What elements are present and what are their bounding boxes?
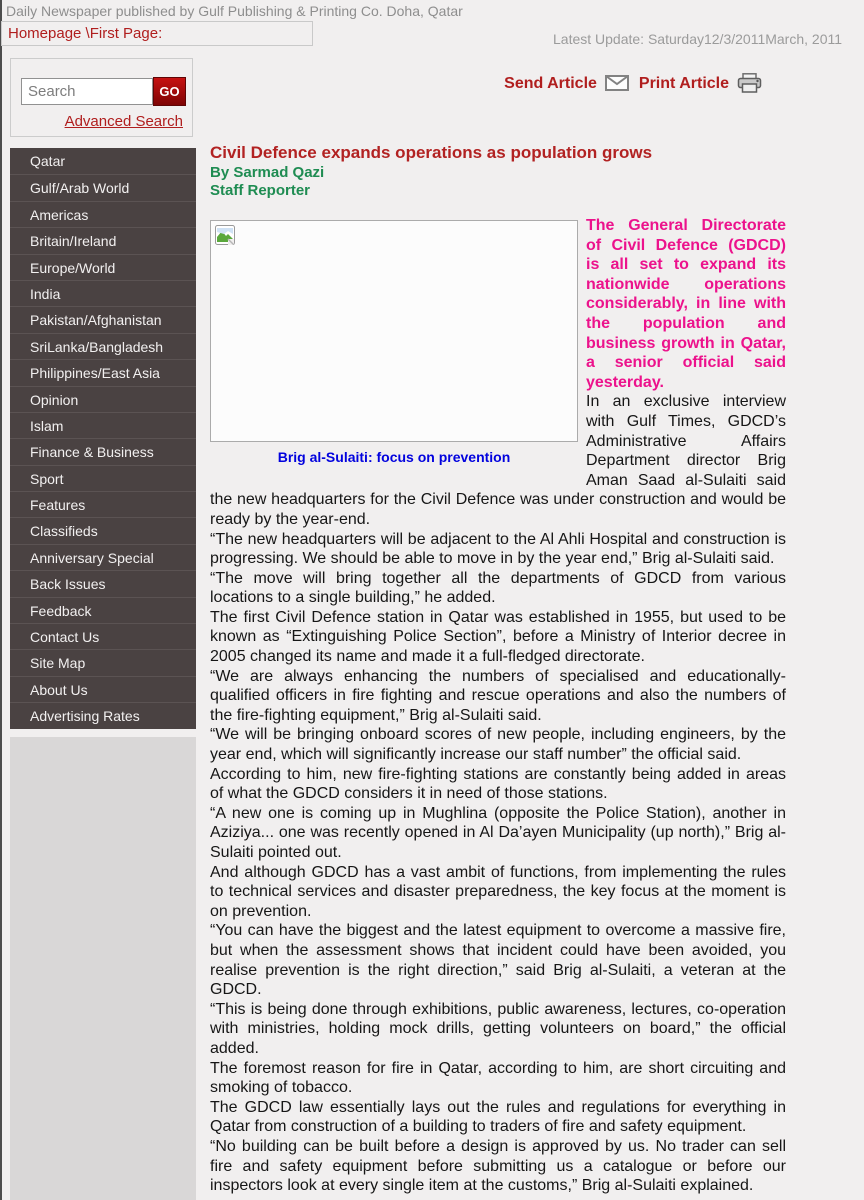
breadcrumb[interactable]: Homepage \First Page: <box>8 25 163 42</box>
article-reporter-role: Staff Reporter <box>210 182 311 199</box>
sidebar-item-feedback[interactable]: Feedback <box>10 597 196 623</box>
sidebar-item-finance-business[interactable]: Finance & Business <box>10 438 196 464</box>
printer-icon[interactable] <box>729 75 772 92</box>
sidebar-item-qatar[interactable]: Qatar <box>30 153 66 169</box>
sidebar-item-britain-ireland[interactable]: Britain/Ireland <box>10 227 196 253</box>
broken-image-icon <box>215 225 235 245</box>
sidebar-item-sport[interactable]: Sport <box>10 465 196 491</box>
sidebar-item-site-map[interactable]: Site Map <box>10 649 196 675</box>
article-photo <box>210 220 578 466</box>
article-byline: By Sarmad Qazi <box>210 164 325 181</box>
sidebar-item-srilanka-bangladesh[interactable]: SriLanka/Bangladesh <box>10 333 196 359</box>
article-paragraph: “You can have the biggest and the latest equipment to overcome a massive fire, but when the assessment shows that incident could have been avoided, you realise prevention is the right direction,” said Brig al-Sulaiti, a veteran at the GDCD. <box>210 922 786 999</box>
sidebar-item-philippines-east-asia[interactable]: Philippines/East Asia <box>10 359 196 385</box>
article-paragraph: “A new one is coming up in Mughlina (opposite the Police Station), another in Aziziya... one was recently opened in Al Da’ayen Municipality (up north),” Brig al-Sulaiti pointed out. <box>210 804 786 861</box>
article-paragraph: According to him, new fire-fighting stations are constantly being added in areas of what the GDCD considers it in need of those stations. <box>210 765 786 803</box>
advanced-search-link[interactable]: Advanced Search <box>64 113 183 130</box>
article-paragraph: “We are always enhancing the numbers of specialised and educationally-qualified officers in fire fighting and rescue operations and also the numbers of the fire-fighting equipment,” Brig al-Sulaiti said. <box>210 667 786 724</box>
article-title: Civil Defence expands operations as population grows <box>210 143 653 162</box>
print-article-link[interactable]: Print Article <box>638 75 729 93</box>
article-paragraph: “The move will bring together all the departments of GDCD from various locations to a single building,” he added. <box>210 569 786 607</box>
sidebar-item-about-us[interactable]: About Us <box>10 676 196 702</box>
article-paragraph: “The new headquarters will be adjacent to the Al Ahli Hospital and construction is progressing. We should be able to move in by the year end,” Brig al-Sulaiti said. <box>210 530 786 568</box>
article-paragraph: In an exclusive interview with Gulf Times, GDCD’s Administrative Affairs Department director Brig Aman Saad al-Sulaiti said the new headquarters for the Civil Defence was under construction and would be ready by the year-end. <box>210 393 786 528</box>
email-icon[interactable] <box>597 75 639 92</box>
page-left-border <box>0 0 2 1200</box>
send-article-link[interactable]: Send Article <box>504 75 597 93</box>
sidebar-item-classifieds[interactable]: Classifieds <box>10 517 196 543</box>
article-lead-paragraph: The General Directorate of Civil Defence (GDCD) is all set to expand its nationwide operations considerably, in line with the population and business growth in Qatar, a senior official said yesterday. <box>586 217 786 391</box>
sidebar-nav <box>10 148 196 729</box>
article-paragraph: The foremost reason for fire in Qatar, according to him, are short circuiting and smoking of tobacco. <box>210 1059 786 1097</box>
sidebar-item-opinion[interactable]: Opinion <box>10 386 196 412</box>
breadcrumb-box <box>1 21 313 46</box>
sidebar-item-back-issues[interactable]: Back Issues <box>10 570 196 596</box>
article-actions <box>210 73 772 95</box>
sidebar-item-europe-world[interactable]: Europe/World <box>10 254 196 280</box>
search-go-button[interactable]: GO <box>153 77 186 106</box>
photo-caption: Brig al-Sulaiti: focus on prevention <box>277 449 511 465</box>
article-paragraph: “We will be bringing onboard scores of new people, including engineers, by the year end, which will significantly increase our staff number” the official said. <box>210 726 786 764</box>
article-body <box>210 216 786 1196</box>
sidebar-item-islam[interactable]: Islam <box>10 412 196 438</box>
article-paragraph: And although GDCD has a vast ambit of functions, from implementing the rules to technical services and disaster preparedness, the key focus at the moment is on prevention. <box>210 863 786 920</box>
sidebar-item-india[interactable]: India <box>10 280 196 306</box>
sidebar-item-advertising-rates[interactable]: Advertising Rates <box>10 702 196 728</box>
sidebar-item-features[interactable]: Features <box>10 491 196 517</box>
ad-placeholder <box>10 737 196 1200</box>
search-panel <box>10 58 193 137</box>
sidebar-item-gulf-arab-world[interactable]: Gulf/Arab World <box>10 174 196 200</box>
sidebar-item-contact-us[interactable]: Contact Us <box>10 623 196 649</box>
site-tagline: Daily Newspaper published by Gulf Publishing & Printing Co. Doha, Qatar <box>6 3 463 19</box>
sidebar-item-anniversary-special[interactable]: Anniversary Special <box>10 544 196 570</box>
article-paragraph: “No building can be built before a design is approved by us. No trader can sell fire and safety equipment before submitting us a catalogue or before our inspectors look at every single item at the customs,” Brig al-Sulaiti explained. <box>210 1137 786 1195</box>
article-paragraph: The first Civil Defence station in Qatar was established in 1955, but used to be known as “Extinguishing Police Section”, before a Ministry of Interior decree in 2005 changed its name and made it a full-fledged directorate. <box>210 608 786 666</box>
article-paragraph: The GDCD law essentially lays out the rules and regulations for everything in Qatar from construction of a building to traders of fire and safety equipment. <box>210 1098 786 1136</box>
search-input[interactable] <box>21 78 153 105</box>
broken-image-placeholder <box>210 220 578 442</box>
article-paragraph: “This is being done through exhibitions, public awareness, lectures, co-operation with ministries, holding mock drills, getting volunteers on board,” the official added. <box>210 1000 786 1057</box>
sidebar-item-pakistan-afghanistan[interactable]: Pakistan/Afghanistan <box>10 306 196 332</box>
sidebar-item-americas[interactable]: Americas <box>10 201 196 227</box>
latest-update: Latest Update: Saturday12/3/2011March, 2011 <box>553 31 843 47</box>
